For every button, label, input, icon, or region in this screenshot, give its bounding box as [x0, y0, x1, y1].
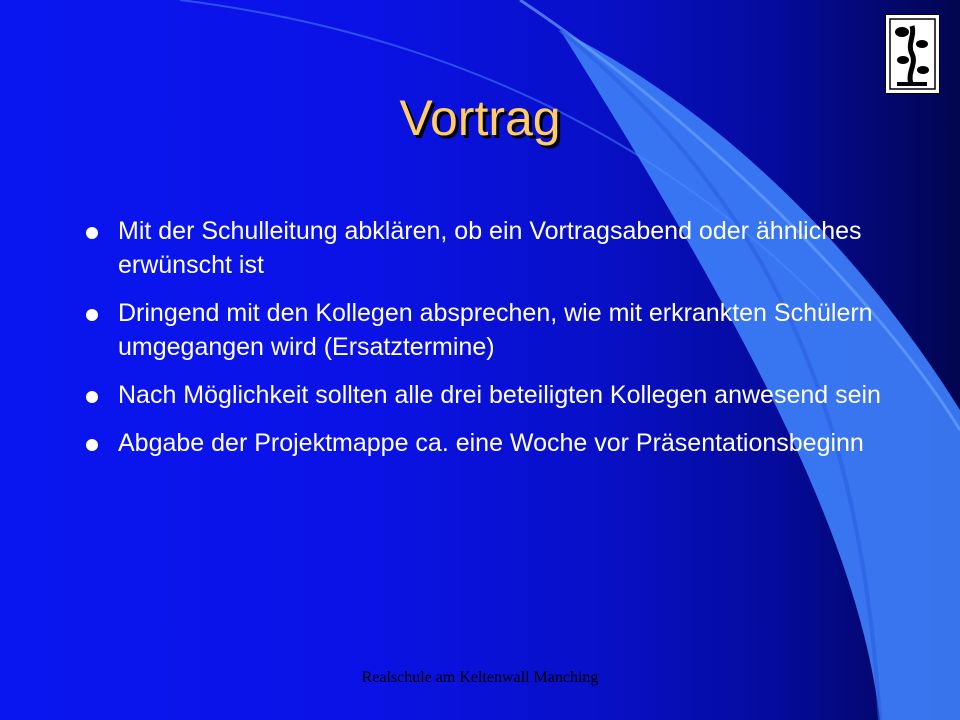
bullet-text: Mit der Schulleitung abklären, ob ein Vortragsabend oder ähnliches erwünscht ist [118, 217, 862, 279]
slide-footer: Realschule am Keltenwall Manching [361, 669, 599, 686]
bullet-item [84, 426, 884, 460]
bullet-text: Abgabe der Projektmappe ca. eine Woche vor Präsentationsbeginn [118, 429, 864, 457]
bullet-dot-icon [86, 391, 98, 403]
bullet-text: Dringend mit den Kollegen absprechen, wie mit erkrankten Schülern umgegangen wird (Ersatztermine) [118, 299, 873, 361]
bullet-dot-icon [86, 309, 98, 321]
bullet-text: Nach Möglichkeit sollten alle drei beteiligten Kollegen anwesend sein [118, 381, 881, 409]
slide-title: Vortrag [399, 90, 561, 146]
bullet-dot-icon [86, 227, 98, 239]
bullet-dot-icon [86, 439, 98, 451]
bullet-item [84, 378, 884, 412]
bullet-item [84, 296, 884, 364]
school-tree-logo-icon [885, 14, 940, 94]
bullet-item [84, 214, 884, 282]
bullet-list [84, 214, 884, 474]
